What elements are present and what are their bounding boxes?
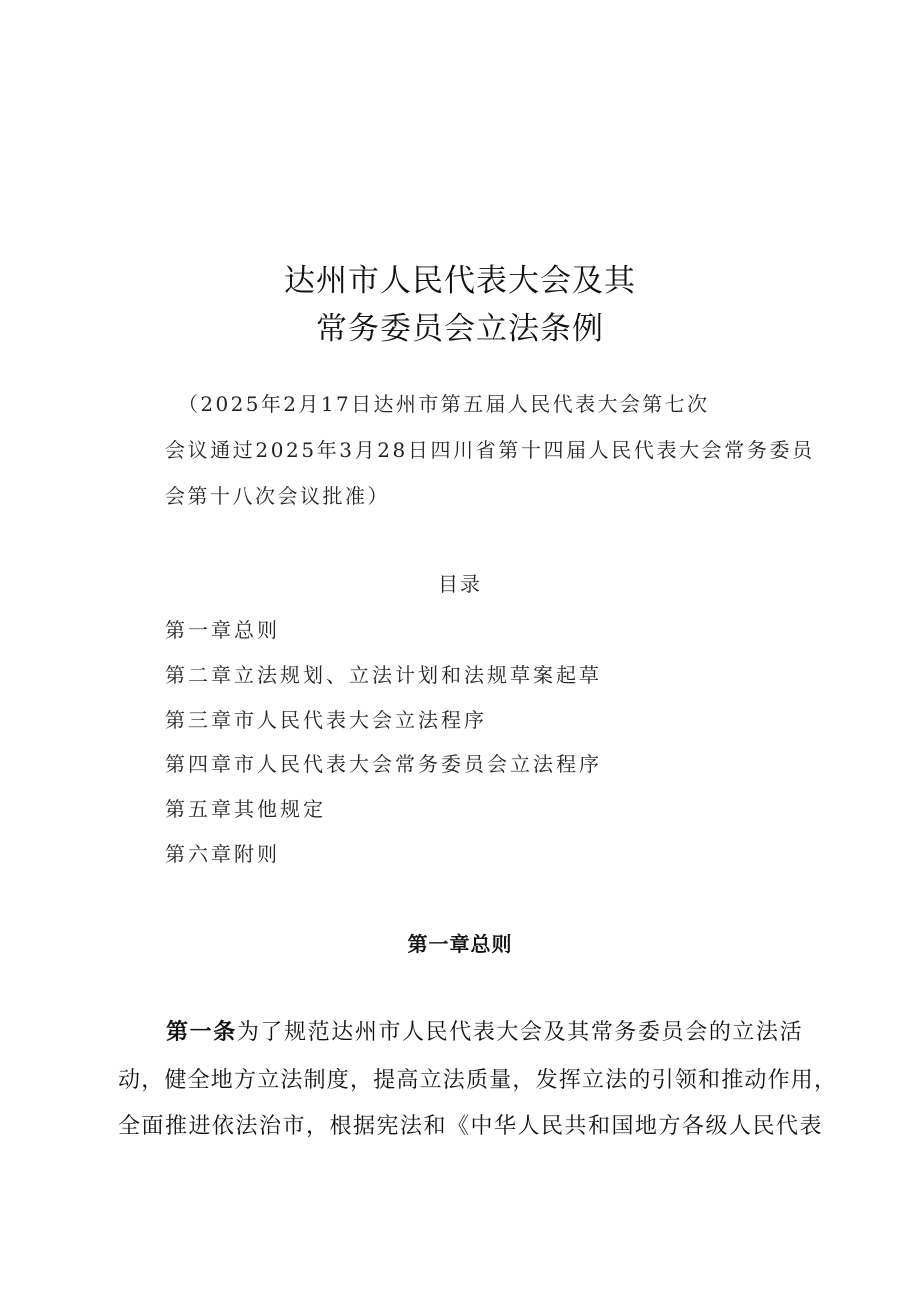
toc-heading: 目录 <box>438 572 482 596</box>
document-title-line-1: 达州市人民代表大会及其 <box>284 263 636 299</box>
article-1-line-1 <box>166 1015 803 1046</box>
toc-item-chapter-3: 第三章市人民代表大会立法程序 <box>165 708 487 732</box>
chapter-1-heading: 第一章总则 <box>407 932 513 956</box>
adoption-note-line-3: 会第十八次会议批准） <box>165 484 390 508</box>
toc-item-chapter-6: 第六章附则 <box>165 842 280 866</box>
toc-item-chapter-4: 第四章市人民代表大会常务委员会立法程序 <box>165 752 602 776</box>
document-title-line-2: 常务委员会立法条例 <box>316 311 604 347</box>
article-1-text-line-1: 为了规范达州市人民代表大会及其常务委员会的立法活 <box>236 1020 804 1045</box>
toc-item-chapter-5: 第五章其他规定 <box>165 797 326 821</box>
toc-item-chapter-2: 第二章立法规划、立法计划和法规草案起草 <box>165 663 602 687</box>
article-1-line-3: 全面推进依法治市，根据宪法和《中华人民共和国地方各级人民代表 <box>118 1114 824 1139</box>
toc-item-chapter-1: 第一章总则 <box>165 618 280 642</box>
article-1-line-2: 动，健全地方立法制度，提高立法质量，发挥立法的引领和推动作用， <box>118 1068 838 1093</box>
adoption-note-line-1: （2025年2月17日达州市第五届人民代表大会第七次 <box>178 392 710 416</box>
adoption-note-line-2: 会议通过2025年3月28日四川省第十四届人民代表大会常务委员 <box>165 438 815 462</box>
article-1-label: 第一条 <box>166 1020 237 1045</box>
